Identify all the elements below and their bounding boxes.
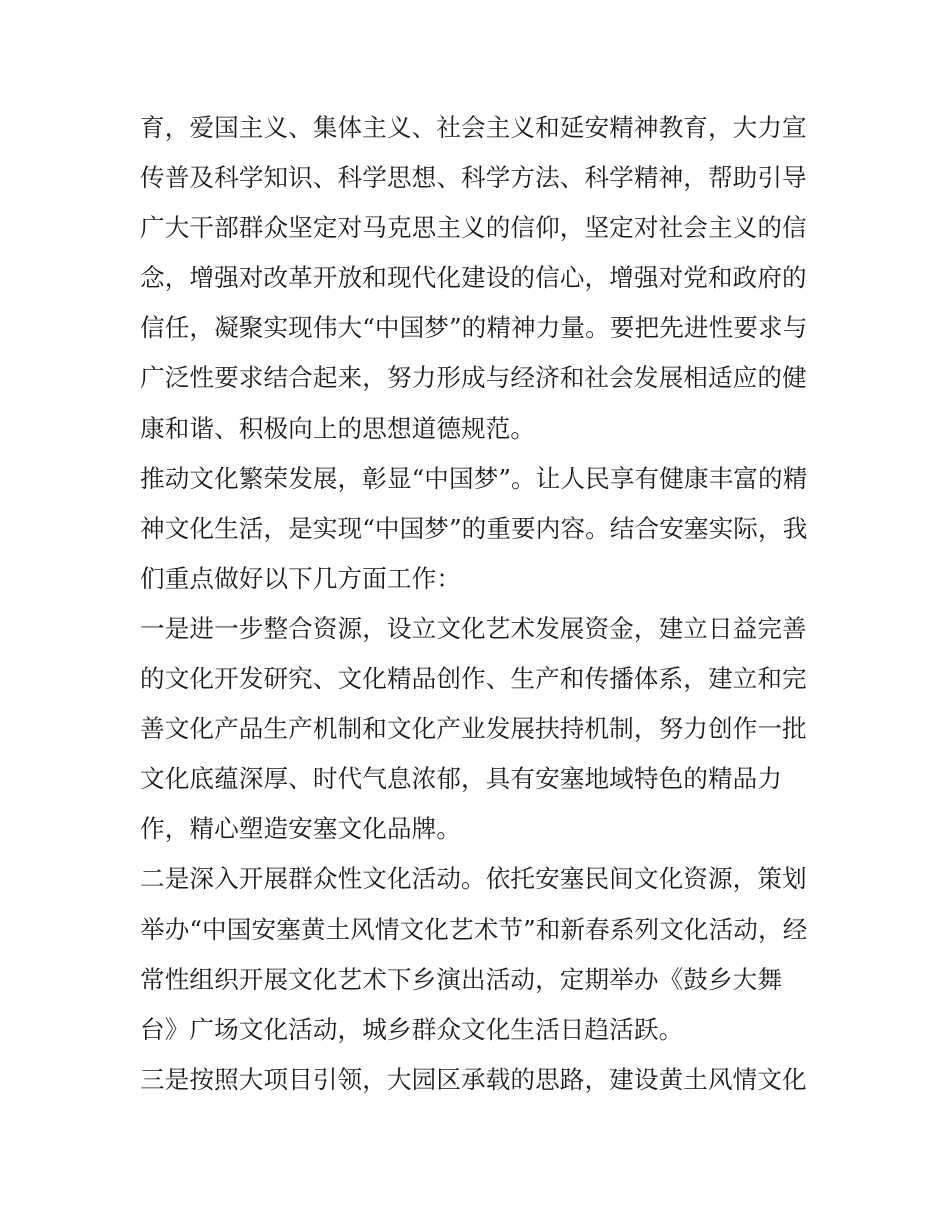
- text-line: 育，爱国主义、集体主义、社会主义和延安精神教育，大力宣: [140, 113, 807, 142]
- text-line: 善文化产品生产机制和文化产业发展扶持机制，努力创作一批: [140, 714, 807, 744]
- paragraph-culture-development: [140, 454, 815, 604]
- text-line: 信任，凝聚实现伟大“中国梦”的精神力量。要把先进性要求与: [140, 313, 808, 343]
- paragraph-point-three: [140, 1055, 815, 1105]
- paragraph-moral-education: [140, 103, 815, 454]
- text-line: 举办“中国安塞黄土风情文化艺术节”和新春系列文化活动，经: [140, 914, 808, 944]
- text-line: 一是进一步整合资源，设立文化艺术发展资金，建立日益完善: [140, 613, 807, 643]
- text-line: 们重点做好以下几方面工作：: [140, 563, 462, 593]
- text-line: 台》广场文化活动，城乡群众文化生活日趋活跃。: [140, 1014, 684, 1044]
- text-line: 广大干部群众坚定对马克思主义的信仰，坚定对社会主义的信: [140, 213, 807, 243]
- text-line: 作，精心塑造安塞文化品牌。: [140, 814, 462, 844]
- text-line: 推动文化繁荣发展，彰显“中国梦”。让人民享有健康丰富的精: [140, 463, 808, 493]
- paragraph-point-two: [140, 854, 815, 1054]
- text-line: 广泛性要求结合起来，努力形成与经济和社会发展相适应的健: [140, 363, 807, 393]
- text-line: 三是按照大项目引领，大园区承载的思路，建设黄土风情文化: [140, 1064, 807, 1094]
- text-line: 神文化生活，是实现“中国梦”的重要内容。结合安塞实际，我: [140, 513, 808, 543]
- paragraph-point-one: [140, 604, 815, 854]
- text-line: 文化底蕴深厚、时代气息浓郁，具有安塞地域特色的精品力: [140, 764, 783, 794]
- text-line: 念，增强对改革开放和现代化建设的信心，增强对党和政府的: [140, 263, 807, 293]
- text-line: 常性组织开展文化艺术下乡演出活动，定期举办《鼓乡大舞: [140, 964, 783, 994]
- text-line: 传普及科学知识、科学思想、科学方法、科学精神，帮助引导: [140, 163, 807, 193]
- document-body: [140, 103, 815, 1105]
- text-line: 的文化开发研究、文化精品创作、生产和传播体系，建立和完: [140, 664, 807, 694]
- text-line: 二是深入开展群众性文化活动。依托安塞民间文化资源，策划: [140, 864, 807, 894]
- text-line: 康和谐、积极向上的思想道德规范。: [140, 413, 536, 443]
